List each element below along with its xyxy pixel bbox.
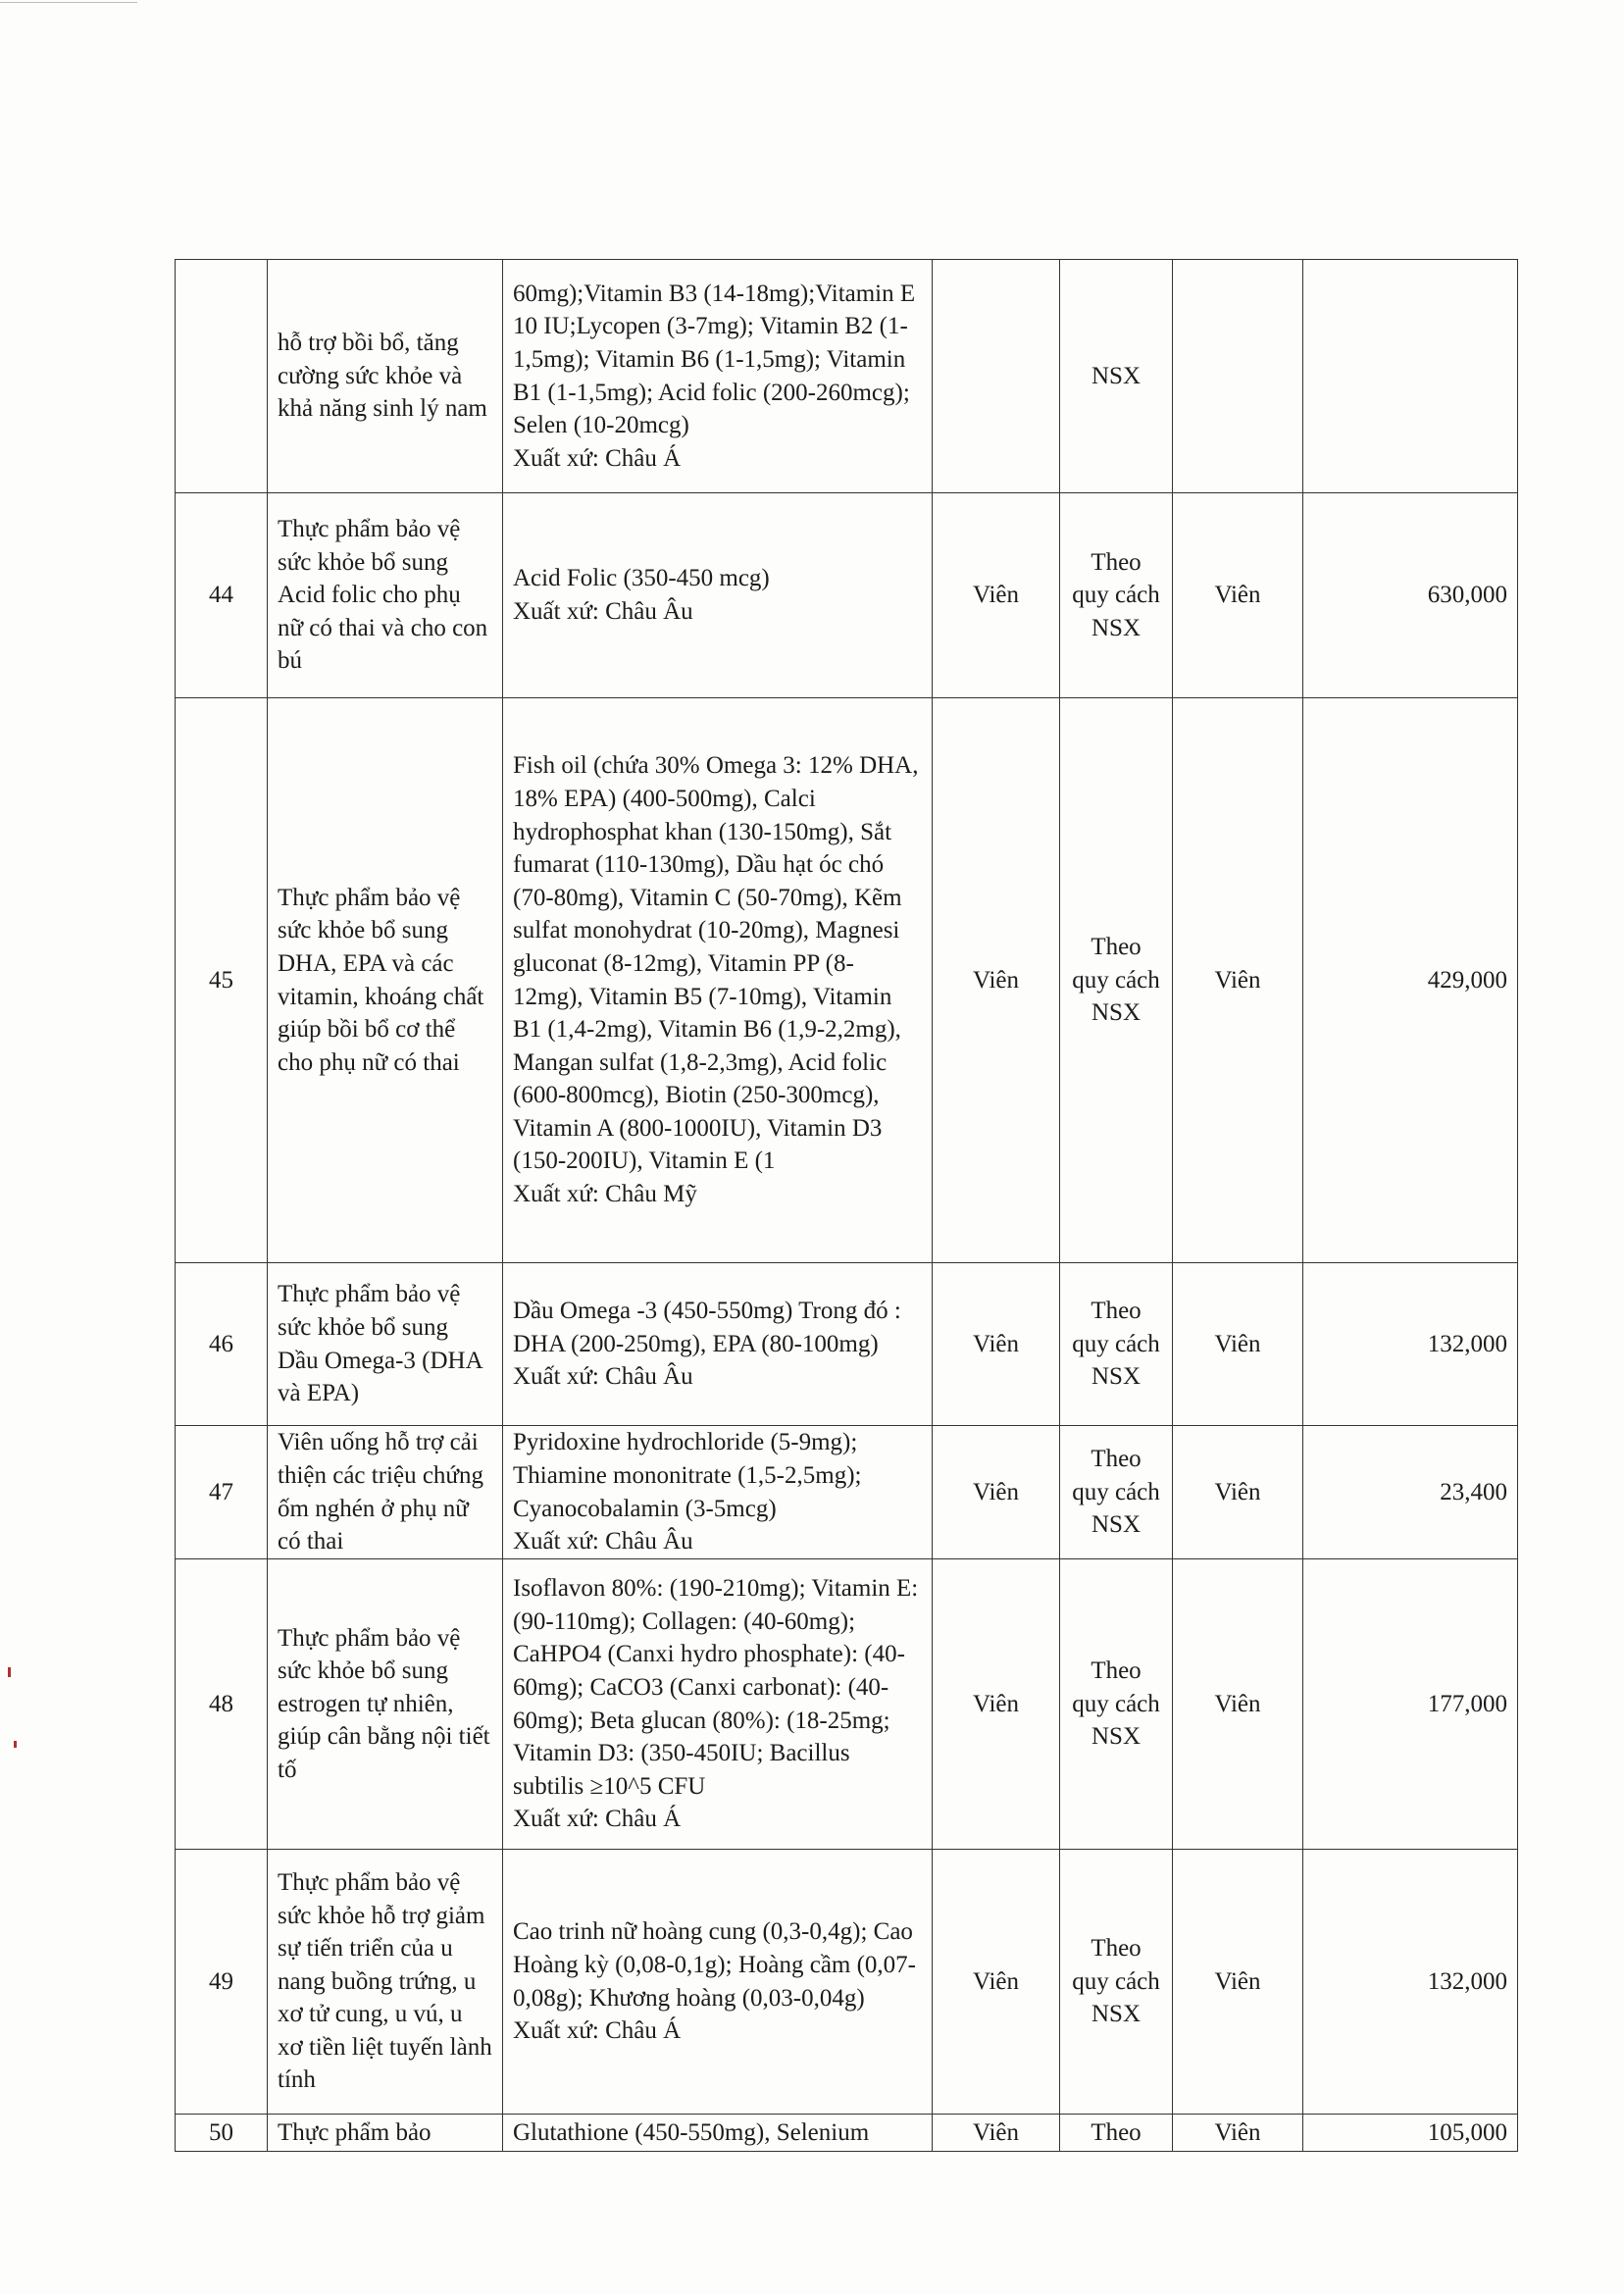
scan-edge-mark: [0, 2, 137, 3]
scan-speck: [14, 1741, 17, 1748]
product-spec: [503, 1263, 933, 1426]
unit-secondary: Viên: [1173, 1850, 1303, 2115]
product-name: Thực phẩm bảo: [268, 2115, 503, 2152]
unit: Viên: [933, 1263, 1060, 1426]
unit-secondary: Viên: [1173, 1263, 1303, 1426]
product-spec: [503, 1850, 933, 2115]
spec-text: Glutathione (450-550mg), Selenium: [513, 2118, 870, 2146]
unit: Viên: [933, 2115, 1060, 2152]
table-row: [176, 2115, 1518, 2152]
product-spec: [503, 2115, 933, 2152]
product-name: hỗ trợ bồi bổ, tăng cường sức khỏe và khả năng sinh lý nam: [268, 260, 503, 493]
table-row: [176, 698, 1518, 1263]
origin-text: Xuất xứ: Châu Âu: [513, 1363, 693, 1391]
row-number: 45: [176, 698, 268, 1263]
spec-text: Isoflavon 80%: (190-210mg); Vitamin E: (90-110mg); Collagen: (40-60mg); CaHPO4 (Canxi hydro phosphate): (40-60mg); CaCO3 (Canxi carbonat): (40-60mg); Beta glucan (80%): (18-25mg; Vitamin D3: (350-450IU; Bacillus subtilis ≥10^5 CFU: [513, 1575, 919, 1800]
price: 177,000: [1303, 1559, 1518, 1850]
packing: Theo: [1060, 2115, 1173, 2152]
price: 132,000: [1303, 1263, 1518, 1426]
product-name: Thực phẩm bảo vệ sức khỏe hỗ trợ giảm sự tiến triển của u nang buồng trứng, u xơ tử cung, u vú, u xơ tiền liệt tuyến lành tính: [268, 1850, 503, 2115]
product-spec: [503, 1559, 933, 1850]
packing: Theo quy cách NSX: [1060, 1559, 1173, 1850]
product-name: Thực phẩm bảo vệ sức khỏe bổ sung estrogen tự nhiên, giúp cân bằng nội tiết tố: [268, 1559, 503, 1850]
price: 429,000: [1303, 698, 1518, 1263]
row-number: [176, 260, 268, 493]
packing: Theo quy cách NSX: [1060, 1850, 1173, 2115]
packing: Theo quy cách NSX: [1060, 1426, 1173, 1559]
packing: Theo quy cách NSX: [1060, 493, 1173, 698]
row-number: 44: [176, 493, 268, 698]
table-row: [176, 1263, 1518, 1426]
spec-text: Acid Folic (350-450 mcg): [513, 565, 770, 592]
price: 630,000: [1303, 493, 1518, 698]
origin-text: Xuất xứ: Châu Á: [513, 2017, 682, 2045]
product-name: Viên uống hỗ trợ cải thiện các triệu chứng ốm nghén ở phụ nữ có thai: [268, 1426, 503, 1559]
product-spec: [503, 493, 933, 698]
product-spec: [503, 698, 933, 1263]
price: 105,000: [1303, 2115, 1518, 2152]
origin-text: Xuất xứ: Châu Mỹ: [513, 1181, 697, 1208]
product-spec: [503, 260, 933, 493]
product-spec: [503, 1426, 933, 1559]
origin-text: Xuất xứ: Châu Âu: [513, 1528, 693, 1555]
price: 23,400: [1303, 1426, 1518, 1559]
spec-text: Pyridoxine hydrochloride (5-9mg); Thiamine mononitrate (1,5-2,5mg); Cyanocobalamin (3-5mcg): [513, 1429, 862, 1522]
unit-secondary: Viên: [1173, 698, 1303, 1263]
unit: Viên: [933, 698, 1060, 1263]
price: [1303, 260, 1518, 493]
scan-speck: [8, 1667, 11, 1677]
table-row: [176, 1850, 1518, 2115]
product-price-table: [175, 259, 1518, 2152]
packing: Theo quy cách NSX: [1060, 698, 1173, 1263]
origin-text: Xuất xứ: Châu Á: [513, 444, 682, 472]
row-number: 47: [176, 1426, 268, 1559]
price: 132,000: [1303, 1850, 1518, 2115]
origin-text: Xuất xứ: Châu Á: [513, 1806, 682, 1833]
table-row: [176, 493, 1518, 698]
unit: [933, 260, 1060, 493]
unit-secondary: Viên: [1173, 493, 1303, 698]
unit: Viên: [933, 1559, 1060, 1850]
spec-text: Dầu Omega -3 (450-550mg) Trong đó : DHA (200-250mg), EPA (80-100mg): [513, 1298, 901, 1357]
unit: Viên: [933, 1850, 1060, 2115]
table-row: [176, 260, 1518, 493]
product-name: Thực phẩm bảo vệ sức khỏe bổ sung DHA, EPA và các vitamin, khoáng chất giúp bồi bổ cơ thể cho phụ nữ có thai: [268, 698, 503, 1263]
unit: Viên: [933, 1426, 1060, 1559]
row-number: 50: [176, 2115, 268, 2152]
table-row: [176, 1559, 1518, 1850]
unit-secondary: Viên: [1173, 1559, 1303, 1850]
unit-secondary: Viên: [1173, 1426, 1303, 1559]
packing: Theo quy cách NSX: [1060, 1263, 1173, 1426]
row-number: 48: [176, 1559, 268, 1850]
spec-text: Cao trinh nữ hoàng cung (0,3-0,4g); Cao Hoàng kỳ (0,08-0,1g); Hoàng cầm (0,07-0,08g); Khương hoàng (0,03-0,04g): [513, 1918, 917, 2012]
table-row: [176, 1426, 1518, 1559]
unit: Viên: [933, 493, 1060, 698]
product-name: Thực phẩm bảo vệ sức khỏe bổ sung Acid folic cho phụ nữ có thai và cho con bú: [268, 493, 503, 698]
packing: NSX: [1060, 260, 1173, 493]
spec-text: Fish oil (chứa 30% Omega 3: 12% DHA, 18% EPA) (400-500mg), Calci hydrophosphat khan (130-150mg), Sắt fumarat (110-130mg), Dầu hạt óc chó (70-80mg), Vitamin C (50-70mg), Kẽm sulfat monohydrat (10-20mg), Magnesi gluconat (8-12mg), Vitamin PP (8-12mg), Vitamin B5 (7-10mg), Vitamin B1 (1,4-2mg), Vitamin B6 (1,9-2,2mg), Mangan sulfat (1,8-2,3mg), Acid folic (600-800mcg), Biotin (250-300mcg), Vitamin A (800-1000IU), Vitamin D3 (150-200IU), Vitamin E (1: [513, 752, 919, 1175]
product-name: Thực phẩm bảo vệ sức khỏe bổ sung Dầu Omega-3 (DHA và EPA): [268, 1263, 503, 1426]
row-number: 46: [176, 1263, 268, 1426]
unit-secondary: Viên: [1173, 2115, 1303, 2152]
row-number: 49: [176, 1850, 268, 2115]
unit-secondary: [1173, 260, 1303, 493]
spec-text: 60mg);Vitamin B3 (14-18mg);Vitamin E 10 IU;Lycopen (3-7mg); Vitamin B2 (1-1,5mg); Vitamin B6 (1-1,5mg); Vitamin B1 (1-1,5mg); Acid folic (200-260mcg); Selen (10-20mcg): [513, 280, 916, 439]
origin-text: Xuất xứ: Châu Âu: [513, 598, 693, 625]
